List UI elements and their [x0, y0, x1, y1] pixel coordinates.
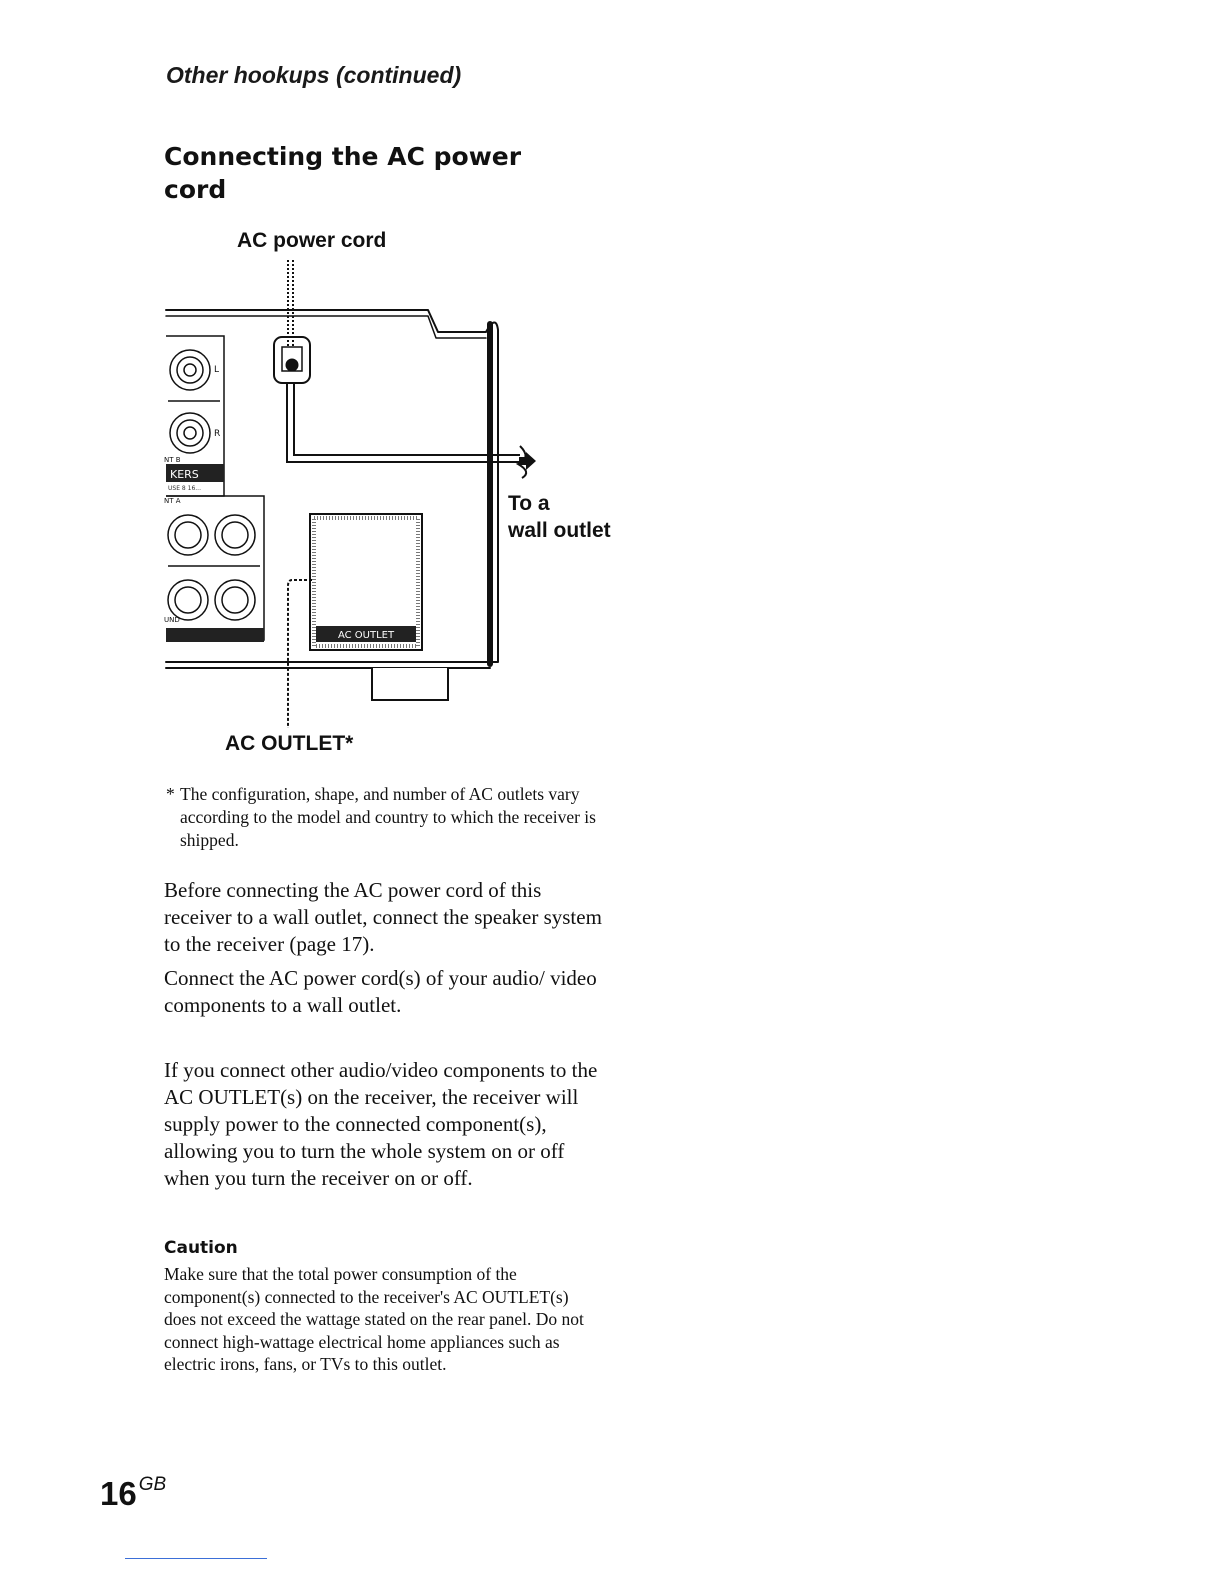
- panel-text-b: NT B: [164, 456, 181, 464]
- paragraph-connect-cords: Connect the AC power cord(s) of your audio/ video components to a wall outlet.: [164, 966, 597, 1017]
- panel-text-r: R: [214, 429, 221, 439]
- ac-inlet: [274, 337, 310, 383]
- caution-heading: Caution: [164, 1238, 238, 1258]
- label-ac-outlet: AC OUTLET*: [225, 732, 354, 755]
- panel-text-ac-outlet: AC OUTLET: [337, 630, 395, 641]
- footnote: [166, 783, 606, 852]
- page-number: [100, 1475, 166, 1513]
- label-wall-line2: wall outlet: [508, 519, 611, 542]
- panel-text-a: NT A: [164, 497, 181, 505]
- paragraph-ac-outlets: If you connect other audio/video components to the AC OUTLET(s) on the receiver, the receiver will supply power to the connected component(s), allowing you to turn the whole system on or off when you turn the receiver on or off.: [164, 1058, 598, 1190]
- label-wall-outlet: [508, 490, 611, 544]
- panel-dark-strip: [166, 628, 264, 642]
- footnote-marker: *: [166, 784, 175, 804]
- panel-text-small: USE 8 16...: [168, 485, 201, 492]
- footnote-text: The configuration, shape, and number of AC outlets vary according to the model and country to which the receiver is shipped.: [180, 784, 596, 850]
- rear-panel-diagram: [160, 250, 540, 730]
- running-head: Other hookups (continued): [166, 62, 462, 88]
- label-ac-power-cord: AC power cord: [237, 229, 387, 252]
- outlet-leader: [288, 580, 312, 728]
- page-number-value: 16: [100, 1475, 137, 1512]
- label-wall-line1: To a: [508, 492, 550, 515]
- page-number-suffix: GB: [138, 1474, 167, 1495]
- paragraph-before-connecting: Before connecting the AC power cord of this receiver to a wall outlet, connect the speaker system to the receiver (page 17).: [164, 878, 602, 956]
- panel-foot: [372, 668, 448, 700]
- panel-text-speakers: KERS: [170, 468, 199, 481]
- panel-outline: [166, 310, 498, 668]
- caution-text: Make sure that the total power consumption of the component(s) connected to the receiver's AC OUTLET(s) does not exceed the wattage stated on the rear panel. Do not connect high-wattage electrical home appliances such as electric irons, fans, or TVs to this outlet.: [164, 1264, 584, 1374]
- panel-text-l: L: [214, 365, 220, 375]
- bottom-rule: [125, 1558, 267, 1559]
- panel-text-und: UND: [164, 616, 180, 624]
- section-title: Connecting the AC power cord: [164, 142, 522, 204]
